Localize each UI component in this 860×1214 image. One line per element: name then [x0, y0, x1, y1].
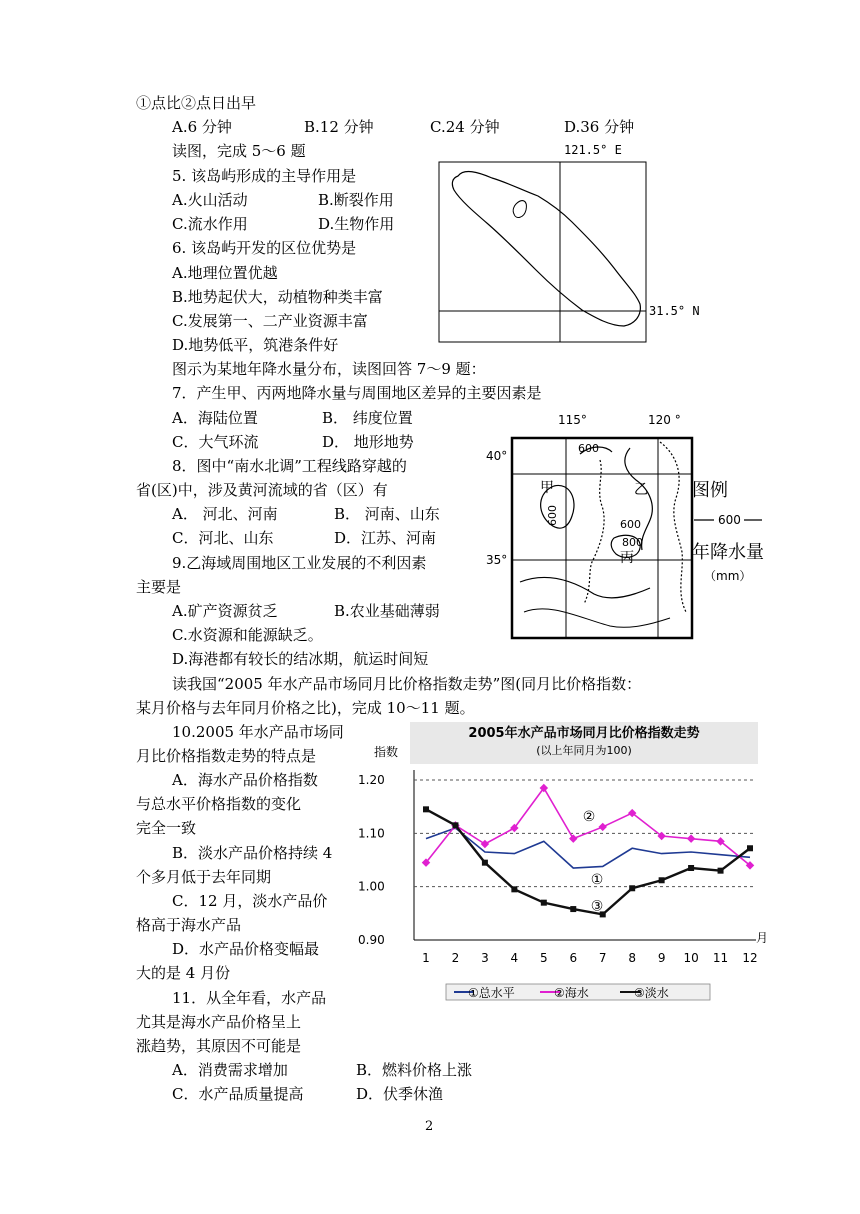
- label-yi: 乙: [634, 482, 648, 498]
- legend-entry: ①总水平: [468, 986, 515, 1000]
- series-point: [718, 868, 724, 874]
- legend-title: 图例: [692, 480, 728, 501]
- x-tick-label: 12: [742, 951, 758, 965]
- q6-option-d: D.地势低平，筑港条件好: [172, 336, 339, 354]
- q11-stem: 11．从全年看，水产品: [172, 989, 327, 1007]
- q8-option-b: B． 河南、山东: [334, 505, 440, 523]
- coastline-east: [660, 442, 686, 612]
- chart-background: [358, 722, 768, 1004]
- legend-entry: ③淡水: [634, 986, 669, 1000]
- q11-option-b: B．燃料价格上涨: [356, 1061, 473, 1079]
- coastline: [625, 448, 652, 550]
- page-number: 2: [425, 1119, 434, 1134]
- q10-option-c-cont: 格高于海水产品: [136, 916, 242, 934]
- series-point: [747, 845, 753, 851]
- q10-option-a-cont1: 与总水平价格指数的变化: [136, 795, 302, 813]
- q7-option-b: B． 纬度位置: [322, 409, 413, 427]
- q4-option-a: A.6 分钟: [172, 118, 232, 136]
- series-point: [629, 885, 635, 891]
- contour-600-mid: 600: [620, 518, 641, 531]
- q5-6-intro: 读图，完成 5～6 题: [172, 142, 306, 160]
- q6-option-b: B.地势起伏大，动植物种类丰富: [172, 288, 383, 306]
- q5-option-a: A.火山活动: [172, 191, 248, 209]
- river-south: [524, 609, 670, 627]
- series-marker-label: ②: [582, 808, 596, 825]
- q11-option-d: D．伏季休渔: [356, 1085, 444, 1103]
- q5-option-c: C.流水作用: [172, 215, 248, 233]
- legend-label: 年降水量: [692, 542, 764, 563]
- series-point: [541, 900, 547, 906]
- x-tick-label: 5: [539, 951, 548, 965]
- lat-35-label: 35°: [486, 553, 508, 567]
- x-axis-unit: 月: [756, 931, 768, 945]
- q10-stem: 10.2005 年水产品市场同: [172, 723, 344, 741]
- series-marker-label: ③: [590, 898, 604, 915]
- q6-option-a: A.地理位置优越: [172, 264, 278, 282]
- q8-option-d: D．江苏、河南: [334, 529, 437, 547]
- q7-option-c: C．大气环流: [172, 433, 259, 451]
- series-point: [659, 877, 665, 883]
- lat-40-label: 40°: [486, 449, 508, 463]
- y-tick-label: 1.00: [358, 879, 385, 894]
- latitude-label: 31.5° N: [649, 304, 700, 318]
- island-inner-feature: [513, 201, 526, 218]
- q4-option-d: D.36 分钟: [564, 118, 635, 136]
- q7-9-intro: 图示为某地年降水量分布，读图回答 7～9 题：: [172, 360, 486, 378]
- q4-partial-stem: ①点比②点日出早: [136, 94, 257, 112]
- contour-600-jia: 600: [546, 505, 559, 526]
- q7-option-d: D． 地形地势: [322, 433, 414, 451]
- x-tick-label: 9: [657, 951, 666, 965]
- q4-option-c: C.24 分钟: [430, 118, 500, 136]
- x-tick-label: 1: [422, 951, 430, 965]
- chart-title: 2005年水产品市场同月比价格指数走势: [468, 726, 700, 741]
- q11-stem-cont2: 涨趋势，其原因不可能是: [136, 1037, 302, 1055]
- y-axis-label: 指数: [374, 745, 399, 759]
- q10-11-intro: 读我国“2005 年水产品市场同月比价格指数走势”图(同月比价格指数：: [172, 675, 642, 693]
- q8-stem-cont: 省(区)中，涉及黄河流域的省（区）有: [136, 481, 388, 499]
- precip-map-frame: [512, 438, 692, 638]
- x-tick-label: 11: [712, 951, 729, 965]
- q11-stem-cont1: 尤其是海水产品价格呈上: [136, 1013, 302, 1031]
- q11-option-a: A．消费需求增加: [172, 1061, 288, 1079]
- q11-option-c: C．水产品质量提高: [172, 1085, 304, 1103]
- series-point: [511, 886, 517, 892]
- q5-option-d: D.生物作用: [318, 215, 395, 233]
- series-point: [452, 822, 458, 828]
- island-map-frame: [439, 162, 646, 342]
- q9-stem-cont: 主要是: [136, 578, 182, 596]
- legend-value: 600: [718, 513, 741, 527]
- price-index-chart: [358, 722, 768, 1004]
- series-point: [482, 860, 488, 866]
- q10-11-intro-cont: 某月价格与去年同月价格之比)，完成 10～11 题。: [136, 699, 475, 717]
- q10-option-a-cont2: 完全一致: [136, 819, 197, 837]
- series-marker-label: ①: [590, 872, 604, 888]
- q10-option-d-cont: 大的是 4 月份: [136, 964, 231, 982]
- q9-stem: 9.乙海域周围地区工业发展的不利因素: [172, 554, 427, 572]
- diversion-route: [584, 460, 604, 604]
- isohyet-south: [520, 578, 650, 598]
- q10-option-b-cont: 个多月低于去年同期: [136, 868, 272, 886]
- q6-option-c: C.发展第一、二产业资源丰富: [172, 312, 368, 330]
- precipitation-map: [480, 412, 780, 642]
- q9-option-d: D.海港都有较长的结冰期，航运时间短: [172, 650, 429, 668]
- y-tick-label: 0.90: [358, 933, 385, 947]
- y-tick-label: 1.20: [358, 773, 385, 787]
- y-tick-label: 1.10: [358, 826, 385, 841]
- lon-115-label: 115°: [558, 413, 587, 427]
- x-tick-label: 10: [683, 951, 699, 965]
- lon-120-label: 120 °: [648, 413, 681, 427]
- legend-unit: （mm）: [704, 569, 752, 583]
- x-tick-label: 7: [598, 951, 607, 965]
- contour-800: 800: [622, 536, 643, 549]
- q9-option-c: C.水资源和能源缺乏。: [172, 626, 323, 644]
- q10-option-b: B．淡水产品价格持续 4: [172, 844, 333, 862]
- q9-option-a: A.矿产资源贫乏: [172, 602, 278, 620]
- legend-entry: ②海水: [554, 986, 589, 1000]
- q5-stem: 5. 该岛屿形成的主导作用是: [172, 167, 357, 185]
- chart-subtitle: (以上年同月为100): [536, 744, 632, 757]
- longitude-label: 121.5° E: [564, 143, 622, 157]
- label-jia: 甲: [540, 480, 554, 496]
- x-tick-label: 2: [451, 951, 460, 965]
- x-tick-label: 4: [510, 951, 519, 965]
- island-map: [436, 138, 726, 350]
- x-tick-label: 3: [481, 951, 489, 965]
- q4-option-b: B.12 分钟: [304, 118, 374, 136]
- series-point: [423, 806, 429, 812]
- q8-option-c: C．河北、山东: [172, 529, 274, 547]
- q10-stem-cont: 月比价格指数走势的特点是: [136, 747, 317, 765]
- q8-option-a: A． 河北、河南: [172, 505, 278, 523]
- series-point: [688, 865, 694, 871]
- q10-option-d: D．水产品价格变幅最: [172, 940, 320, 958]
- q5-option-b: B.断裂作用: [318, 191, 394, 209]
- label-bing: 丙: [620, 550, 634, 566]
- x-tick-label: 6: [569, 951, 578, 965]
- q7-stem: 7．产生甲、丙两地降水量与周围地区差异的主要因素是: [172, 384, 542, 402]
- series-point: [570, 906, 576, 912]
- island-outline: [452, 172, 640, 326]
- q10-option-c: C．12 月，淡水产品价: [172, 892, 328, 910]
- q10-option-a: A．海水产品价格指数: [172, 771, 318, 789]
- q9-option-b: B.农业基础薄弱: [334, 602, 440, 620]
- x-tick-label: 8: [628, 951, 637, 965]
- contour-600-top: 600: [578, 442, 599, 455]
- q7-option-a: A．海陆位置: [172, 409, 258, 427]
- q8-stem: 8．图中“南水北调”工程线路穿越的: [172, 457, 407, 475]
- q6-stem: 6. 该岛屿开发的区位优势是: [172, 239, 357, 257]
